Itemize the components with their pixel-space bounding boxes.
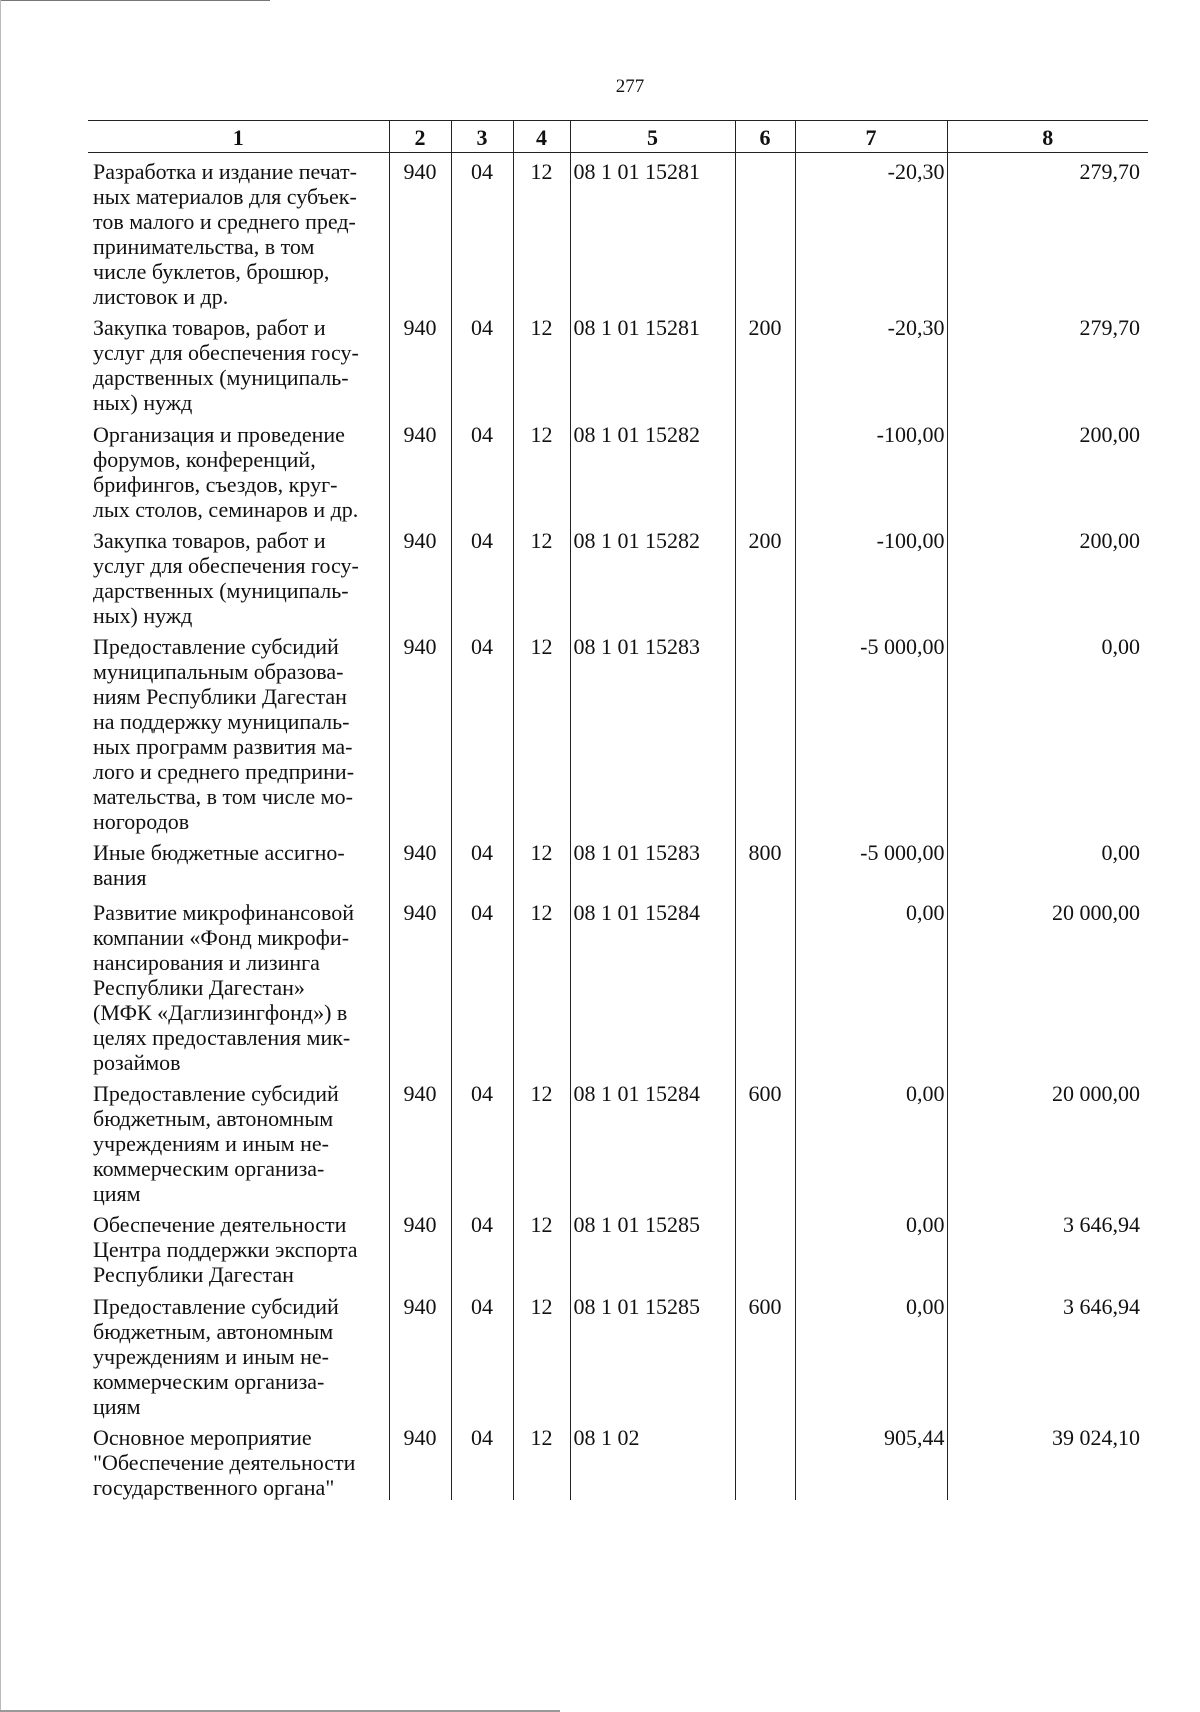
subsection-code: 12 (513, 522, 570, 628)
total-amount: 200,00 (947, 522, 1148, 628)
subsection-code: 12 (513, 1288, 570, 1419)
target-article-code: 08 1 01 15283 (570, 834, 735, 894)
ministry-code: 940 (389, 153, 451, 310)
description-line: услуг для обеспечения госу- (93, 340, 359, 365)
target-article-code: 08 1 01 15284 (570, 894, 735, 1075)
expense-type-code: 800 (735, 834, 795, 894)
table-row (88, 834, 1148, 894)
expense-type-code (735, 416, 795, 522)
description-line: Центра поддержки экспорта (93, 1237, 358, 1262)
description-line: брифингов, съездов, круг- (93, 472, 338, 497)
total-amount: 39 024,10 (947, 1419, 1148, 1500)
target-article-code: 08 1 01 15284 (570, 1075, 735, 1206)
subsection-code: 12 (513, 153, 570, 310)
table-row (88, 1288, 1148, 1419)
description-line: дарственных (муниципаль- (93, 365, 349, 390)
change-amount: -100,00 (795, 416, 947, 522)
total-amount: 0,00 (947, 628, 1148, 834)
description-line: лого и среднего предприни- (93, 759, 355, 784)
target-article-code: 08 1 01 15285 (570, 1206, 735, 1288)
change-amount: 0,00 (795, 894, 947, 1075)
ministry-code: 940 (389, 834, 451, 894)
total-amount: 200,00 (947, 416, 1148, 522)
section-code: 04 (451, 416, 513, 522)
ministry-code: 940 (389, 522, 451, 628)
table-row (88, 894, 1148, 1075)
column-header-8: 8 (947, 121, 1148, 153)
description-line: целях предоставления мик- (93, 1025, 351, 1050)
ministry-code: 940 (389, 1419, 451, 1500)
section-code: 04 (451, 153, 513, 310)
table-row (88, 1075, 1148, 1206)
expense-type-code (735, 1419, 795, 1500)
description-line: государственного органа" (93, 1475, 335, 1500)
total-amount: 20 000,00 (947, 1075, 1148, 1206)
expense-type-code (735, 894, 795, 1075)
description-line: принимательства, в том (93, 234, 315, 259)
expense-type-code: 200 (735, 522, 795, 628)
section-code: 04 (451, 1075, 513, 1206)
description-line: муниципальным образова- (93, 659, 344, 684)
description-line: тов малого и среднего пред- (93, 209, 356, 234)
description-line: Предоставление субсидий (93, 1294, 339, 1319)
column-header-6: 6 (735, 121, 795, 153)
row-description (88, 1288, 389, 1419)
expense-type-code (735, 628, 795, 834)
description-line: компании «Фонд микрофи- (93, 925, 350, 950)
subsection-code: 12 (513, 894, 570, 1075)
column-header-4: 4 (513, 121, 570, 153)
description-line: числе буклетов, брошюр, (93, 259, 330, 284)
total-amount: 3 646,94 (947, 1206, 1148, 1288)
total-amount: 20 000,00 (947, 894, 1148, 1075)
description-line: Закупка товаров, работ и (93, 528, 326, 553)
change-amount: -100,00 (795, 522, 947, 628)
total-amount: 3 646,94 (947, 1288, 1148, 1419)
description-line: дарственных (муниципаль- (93, 578, 349, 603)
description-line: учреждениям и иным не- (93, 1344, 329, 1369)
ministry-code: 940 (389, 1206, 451, 1288)
row-description (88, 1075, 389, 1206)
description-line: Обеспечение деятельности (93, 1212, 347, 1237)
change-amount: -20,30 (795, 309, 947, 416)
section-code: 04 (451, 628, 513, 834)
section-code: 04 (451, 834, 513, 894)
scan-corner-line (0, 0, 270, 1)
target-article-code: 08 1 01 15281 (570, 153, 735, 310)
expense-type-code: 600 (735, 1288, 795, 1419)
target-article-code: 08 1 01 15282 (570, 522, 735, 628)
subsection-code: 12 (513, 628, 570, 834)
change-amount: 905,44 (795, 1419, 947, 1500)
column-header-3: 3 (451, 121, 513, 153)
description-line: лых столов, семинаров и др. (93, 497, 359, 522)
description-line: ногородов (93, 809, 190, 834)
description-line: Республики Дагестан» (93, 975, 305, 1000)
target-article-code: 08 1 01 15283 (570, 628, 735, 834)
change-amount: -20,30 (795, 153, 947, 310)
column-header-2: 2 (389, 121, 451, 153)
row-description (88, 309, 389, 416)
column-header-1: 1 (88, 121, 389, 153)
target-article-code: 08 1 01 15285 (570, 1288, 735, 1419)
description-line: услуг для обеспечения госу- (93, 553, 359, 578)
description-line: ных материалов для субъек- (93, 184, 357, 209)
description-line: ных программ развития ма- (93, 734, 353, 759)
description-line: коммерческим организа- (93, 1156, 325, 1181)
table-row (88, 416, 1148, 522)
table-row (88, 1419, 1148, 1500)
subsection-code: 12 (513, 1075, 570, 1206)
row-description (88, 522, 389, 628)
description-line: коммерческим организа- (93, 1369, 325, 1394)
section-code: 04 (451, 522, 513, 628)
change-amount: 0,00 (795, 1075, 947, 1206)
description-line: бюджетным, автономным (93, 1106, 334, 1131)
subsection-code: 12 (513, 416, 570, 522)
description-line: циям (93, 1181, 141, 1206)
subsection-code: 12 (513, 1206, 570, 1288)
description-line: нансирования и лизинга (93, 950, 320, 975)
page-number: 277 (615, 76, 645, 97)
subsection-code: 12 (513, 1419, 570, 1500)
section-code: 04 (451, 309, 513, 416)
ministry-code: 940 (389, 894, 451, 1075)
description-line: мательства, в том числе мо- (93, 784, 353, 809)
table-row (88, 1206, 1148, 1288)
description-line: "Обеспечение деятельности (93, 1450, 356, 1475)
total-amount: 0,00 (947, 834, 1148, 894)
table-row (88, 628, 1148, 834)
description-line: Иные бюджетные ассигно- (93, 840, 345, 865)
description-line: учреждениям и иным не- (93, 1131, 329, 1156)
target-article-code: 08 1 01 15281 (570, 309, 735, 416)
total-amount: 279,70 (947, 309, 1148, 416)
budget-table (88, 120, 1148, 1500)
description-line: циям (93, 1394, 141, 1419)
table-row (88, 153, 1148, 310)
target-article-code: 08 1 02 (570, 1419, 735, 1500)
row-description (88, 894, 389, 1075)
column-header-7: 7 (795, 121, 947, 153)
description-line: Предоставление субсидий (93, 634, 339, 659)
description-line: (МФК «Даглизингфонд») в (93, 1000, 348, 1025)
description-line: Основное мероприятие (93, 1425, 312, 1450)
description-line: на поддержку муниципаль- (93, 709, 350, 734)
ministry-code: 940 (389, 1288, 451, 1419)
change-amount: -5 000,00 (795, 834, 947, 894)
table-header-row (88, 121, 1148, 153)
description-line: ных) нужд (93, 603, 193, 628)
row-description (88, 153, 389, 310)
row-description (88, 834, 389, 894)
ministry-code: 940 (389, 1075, 451, 1206)
row-description (88, 1206, 389, 1288)
section-code: 04 (451, 1206, 513, 1288)
section-code: 04 (451, 894, 513, 1075)
row-description (88, 1419, 389, 1500)
section-code: 04 (451, 1419, 513, 1500)
ministry-code: 940 (389, 628, 451, 834)
description-line: Развитие микрофинансовой (93, 900, 355, 925)
description-line: ниям Республики Дагестан (93, 684, 347, 709)
expense-type-code (735, 153, 795, 310)
section-code: 04 (451, 1288, 513, 1419)
row-description (88, 628, 389, 834)
scan-left-edge (0, 0, 1, 1712)
total-amount: 279,70 (947, 153, 1148, 310)
subsection-code: 12 (513, 834, 570, 894)
description-line: Республики Дагестан (93, 1262, 294, 1287)
ministry-code: 940 (389, 309, 451, 416)
change-amount: 0,00 (795, 1206, 947, 1288)
table-body (88, 153, 1148, 1501)
description-line: Организация и проведение (93, 422, 345, 447)
ministry-code: 940 (389, 416, 451, 522)
description-line: листовок и др. (93, 284, 229, 309)
change-amount: -5 000,00 (795, 628, 947, 834)
target-article-code: 08 1 01 15282 (570, 416, 735, 522)
table-row (88, 522, 1148, 628)
expense-type-code: 200 (735, 309, 795, 416)
description-line: Предоставление субсидий (93, 1081, 339, 1106)
description-line: бюджетным, автономным (93, 1319, 334, 1344)
expense-type-code: 600 (735, 1075, 795, 1206)
row-description (88, 416, 389, 522)
description-line: розаймов (93, 1050, 181, 1075)
change-amount: 0,00 (795, 1288, 947, 1419)
description-line: форумов, конференций, (93, 447, 316, 472)
description-line: вания (93, 865, 147, 890)
column-header-5: 5 (570, 121, 735, 153)
table-row (88, 309, 1148, 416)
expense-type-code (735, 1206, 795, 1288)
description-line: ных) нужд (93, 390, 193, 415)
subsection-code: 12 (513, 309, 570, 416)
description-line: Закупка товаров, работ и (93, 315, 326, 340)
description-line: Разработка и издание печат- (93, 159, 357, 184)
